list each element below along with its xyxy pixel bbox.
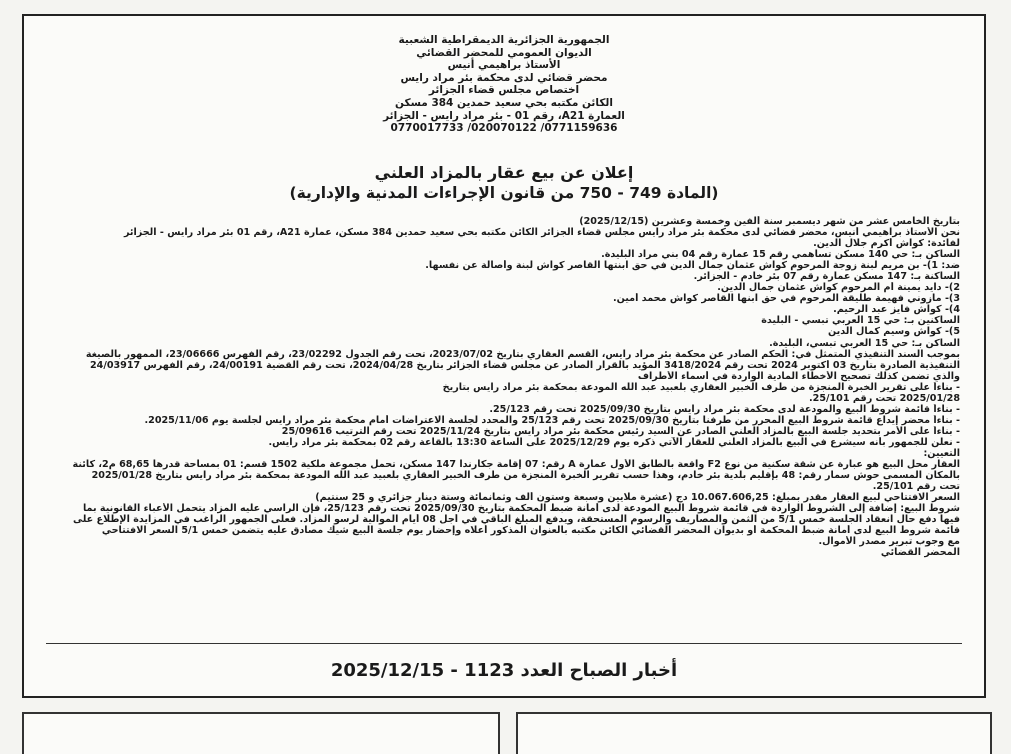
body-line: قائمة شروط البيع لدى أمانة ضبط المحكمة أو بديوان المحضر القضائي الكائن مكتبه بالعنوان المذكور أعلاه وإحضار يوم جلسة البيع شيك مصادق عليه يتضمن خمس 5/1 السعر الافتتاحي xyxy=(101,525,960,537)
body-line: - بناءاً على تقرير الخبرة المنجزة من طرف الخبير العقاري بلعبيد عبد الله المودعة بمحكمة بئر مراد رايس بتاريخ xyxy=(442,381,960,393)
newspaper-footer: أخبار الصباح العدد 1123 - 2025/12/15 xyxy=(330,660,678,681)
body-line: 5)- كواش وسيم كمال الدين xyxy=(828,326,960,338)
body-line: العقار محل البيع هو عبارة عن شقة سكنية من نوع F2 واقعة بالطابق الأول عمارة A رقم: 07 إقامة جكارندا 147 مسكن، تحمل مجموعة ملكية 1502 قسم: 01 بمساحة قدرها 68,65 م2، كائنة xyxy=(72,459,960,471)
body-line: فيها دفع حال انعقاد الجلسة خمس 5/1 من الثمن والمصاريف والرسوم المستحقة، ويدفع المبلغ الباقي في أجل 08 أيام الموالية لرسو المزاد. فعلى الجمهور الراغب في المزايدة الإطلاع على xyxy=(73,514,960,526)
notice-header xyxy=(24,34,984,135)
header-line: العمارة A21، رقم 01 - بئر مراد رايس - الجزائر xyxy=(383,109,625,122)
next-notice-frame-left xyxy=(22,712,500,754)
footer-divider xyxy=(46,643,962,644)
body-line: مع وجوب تبرير مصدر الأموال. xyxy=(818,536,960,548)
header-line: الجمهورية الجزائرية الديمقراطية الشعبية xyxy=(398,34,610,46)
signature-line: المحضر القضائي xyxy=(880,547,960,559)
notice-title: إعلان عن بيع عقار بالمزاد العلني xyxy=(374,163,634,182)
notice-title-block xyxy=(24,162,984,204)
body-line: - بناءاً على الأمر بتحديد جلسة البيع بالمزاد العلني الصادر عن السيد رئيس محكمة بئر مراد رايس بتاريخ 2025/11/24 تحت رقم الترتيب 25/09616 xyxy=(281,425,960,437)
body-line: نحن الأستاذ براهيمي أنيس، محضر قضائي لدى محكمة بئر مراد رايس مجلس قضاء الجزائر الكائن مكتبه بحي سعيد حمدين 384 مسكن، عمارة A21، رقم 01 بئر مراد رايس - الجزائر xyxy=(123,227,960,239)
header-line: الكائن مكتبه بحي سعيد حمدين 384 مسكن xyxy=(395,96,613,109)
body-line: شروط البيع: إضافة إلى الشروط الواردة في قائمة شروط البيع المودعة لدى أمانة ضبط المحكمة بتاريخ 2025/09/30 تحت رقم 25/123، فإن الراسي عليه المزاد يتحمل الأعباء القانونية بما xyxy=(82,503,960,515)
body-line: التنفيذية الصادرة بتاريخ 03 أكتوبر 2024 تحت رقم 3418/2024 المؤيد بالقرار الصادر عن مجلس قضاء الجزائر بتاريخ 2024/04/28، تحت رقم القضية 24/00191، رقم الفهرس 24/03917 xyxy=(89,359,960,371)
body-line: بموجب السند التنفيذي المتمثل في: الحكم الصادر عن محكمة بئر مراد رايس، القسم العقاري بتاريخ 2023/07/02، تحت رقم الجدول 23/02292، رقم الفهرس 23/06666، الممهور بالصيغة xyxy=(85,348,960,360)
body-line: 3)- مازوني فهيمة طليقة المرحوم في حق ابنها القاصر كواش محمد أمين. xyxy=(612,293,960,305)
notice-subtitle: (المادة 749 - 750 من قانون الإجراءات المدنية والإدارية) xyxy=(289,184,719,202)
body-line: والذي تضمن كذلك تصحيح الأخطاء المادية الواردة في أسماء الأطراف xyxy=(637,370,960,382)
body-line: تحت رقم 25/101. xyxy=(872,481,960,493)
legal-notice-frame xyxy=(22,14,986,698)
next-notice-frame-right xyxy=(516,712,992,754)
body-line: الساكنة بـ: 147 مسكن عمارة رقم 07 بئر خادم - الجزائر. xyxy=(693,271,960,283)
body-line: - نعلن للجمهور بأنه سيشرع في البيع بالمزاد العلني للعقار الآتي ذكره يوم 2025/12/29 على الساعة 13:30 بالقاعة رقم 02 بمحكمة بئر مراد رايس. xyxy=(268,436,960,448)
body-line: الساكن بـ: حي 15 العربي تبسي، البليدة. xyxy=(769,337,960,349)
body-line: - بناءاً قائمة شروط البيع والمودعة لدى محكمة بئر مراد رايس بتاريخ 2025/09/30 تحت رقم 25/123. xyxy=(489,403,960,415)
body-line: بالمكان المسمى حوش سمار رقم: 48 بإقليم بلدية بئر خادم، وهذا حسب تقرير الخبرة المنجزة من طرف الخبير العقاري بلعبيد عبد الله المودعة بمحكمة بئر مراد رايس بتاريخ 2025/01/28 xyxy=(91,470,960,482)
body-line: الساكنين بـ: حي 15 العربي تبسي - البليدة xyxy=(761,315,960,327)
header-line: الديوان العمومي للمحضر القضائي xyxy=(416,46,592,59)
body-line: التعيين: xyxy=(923,447,960,459)
body-line: لفائدة: كواش أكرم جلال الدين. xyxy=(813,238,960,250)
body-line: 2025/01/28 تحت رقم 25/101. xyxy=(809,392,960,404)
header-line: اختصاص مجلس قضاء الجزائر xyxy=(428,84,580,97)
body-line: السعر الافتتاحي لبيع العقار مقدر بمبلغ: 10.067.606,25 دج (عشرة ملايين وسبعة وستون ألف وثمانمائة وستة دينار جزائري و 25 سنتيم) xyxy=(315,492,960,504)
body-line: ضد: 1)- بن مريم لبنة زوجة المرحوم كواش عثمان جمال الدين في حق ابنتها القاصر كواش لبنة وأصالة عن نفسها. xyxy=(425,260,960,272)
body-line: 4)- كواش فايز عبد الرحيم. xyxy=(833,304,960,316)
body-line: 2)- دايد يمينة أم المرحوم كواش عثمان جمال الدين. xyxy=(717,282,960,294)
body-line: بتاريخ الخامس عشر من شهر ديسمبر سنة ألفين وخمسة وعشرين (2025/12/15) xyxy=(579,216,960,227)
header-line: محضر قضائي لدى محكمة بئر مراد رايس xyxy=(400,71,608,84)
notice-body xyxy=(50,216,960,558)
body-line: الساكن بـ: حي 140 مسكن تساهمي رقم 15 عمارة رقم 04 بني مراد البليدة. xyxy=(601,249,960,261)
header-line: 0771159636/ 020070122/ 0770017733 xyxy=(390,122,618,135)
body-line: - بناءاً محضر إيداع قائمة شروط البيع المحرر من طرفنا بتاريخ 2025/09/30 تحت رقم 25/123 والمحدد لجلسة الاعتراضات أمام محكمة بئر مراد رايس لجلسة يوم 2025/11/06. xyxy=(144,414,960,426)
header-line: الأستاذ براهيمي أنيس xyxy=(447,59,561,72)
